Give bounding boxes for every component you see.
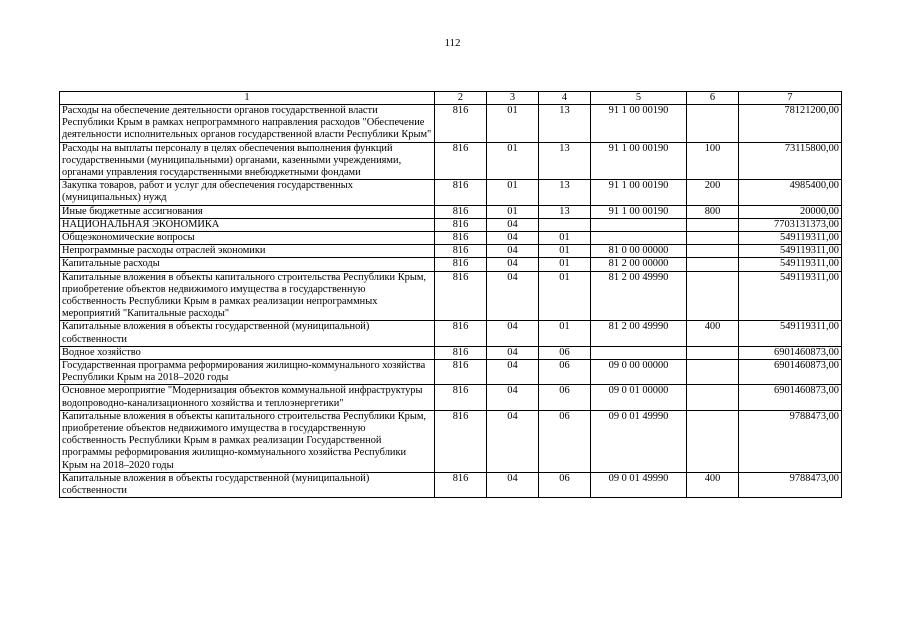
row-section-code: 04 xyxy=(487,360,539,385)
row-target-article-code: 81 0 00 00000 xyxy=(591,245,687,258)
row-target-article-code: 91 1 00 00190 xyxy=(591,180,687,205)
row-expense-type-code: 400 xyxy=(687,321,739,346)
row-department-code: 816 xyxy=(435,258,487,271)
row-expense-type-code: 100 xyxy=(687,142,739,180)
row-section-code: 01 xyxy=(487,105,539,143)
row-name: Непрограммные расходы отраслей экономики xyxy=(60,245,435,258)
row-amount: 20000,00 xyxy=(739,205,842,218)
row-amount: 73115800,00 xyxy=(739,142,842,180)
row-amount: 6901460873,00 xyxy=(739,346,842,359)
row-target-article-code: 09 0 01 00000 xyxy=(591,385,687,410)
row-subsection-code: 06 xyxy=(539,410,591,472)
row-name: Капитальные вложения в объекты государственной (муниципальной) собственности xyxy=(60,321,435,346)
row-section-code: 04 xyxy=(487,346,539,359)
row-subsection-code: 01 xyxy=(539,271,591,321)
row-expense-type-code xyxy=(687,385,739,410)
row-name: Капитальные вложения в объекты капитального строительства Республики Крым, приобретение объектов недвижимого имущества в государственную собственность Республики Крым в рамках реализации Государственной программы реформирования жилищно-коммунального хозяйства Республики Крым на 2018–2020 годы xyxy=(60,410,435,472)
row-name: Капитальные вложения в объекты капитального строительства Республики Крым, приобретение объектов недвижимого имущества в государственную собственность Республики Крым в рамках реализации непрограммных мероприятий "Капитальные расходы" xyxy=(60,271,435,321)
row-amount: 549119311,00 xyxy=(739,321,842,346)
row-target-article-code: 91 1 00 00190 xyxy=(591,205,687,218)
row-amount: 9788473,00 xyxy=(739,410,842,472)
row-name: Государственная программа реформирования жилищно-коммунального хозяйства Республики Крым на 2018–2020 годы xyxy=(60,360,435,385)
row-name: Водное хозяйство xyxy=(60,346,435,359)
row-section-code: 04 xyxy=(487,232,539,245)
row-expense-type-code xyxy=(687,258,739,271)
row-target-article-code: 91 1 00 00190 xyxy=(591,105,687,143)
row-department-code: 816 xyxy=(435,271,487,321)
row-subsection-code: 06 xyxy=(539,472,591,497)
column-header: 2 xyxy=(435,92,487,105)
table-header-row xyxy=(60,92,842,105)
row-target-article-code xyxy=(591,232,687,245)
row-expense-type-code xyxy=(687,410,739,472)
column-header: 6 xyxy=(687,92,739,105)
row-expense-type-code xyxy=(687,360,739,385)
row-amount: 6901460873,00 xyxy=(739,385,842,410)
table-row xyxy=(60,346,842,359)
table-row xyxy=(60,105,842,143)
row-department-code: 816 xyxy=(435,105,487,143)
row-department-code: 816 xyxy=(435,385,487,410)
row-department-code: 816 xyxy=(435,321,487,346)
row-amount: 6901460873,00 xyxy=(739,360,842,385)
row-amount: 4985400,00 xyxy=(739,180,842,205)
table-row xyxy=(60,245,842,258)
row-name: Общеэкономические вопросы xyxy=(60,232,435,245)
column-header: 4 xyxy=(539,92,591,105)
row-section-code: 04 xyxy=(487,321,539,346)
row-target-article-code: 09 0 01 49990 xyxy=(591,410,687,472)
row-department-code: 816 xyxy=(435,232,487,245)
row-department-code: 816 xyxy=(435,472,487,497)
row-expense-type-code: 200 xyxy=(687,180,739,205)
row-subsection-code: 01 xyxy=(539,321,591,346)
row-name: Иные бюджетные ассигнования xyxy=(60,205,435,218)
row-expense-type-code: 400 xyxy=(687,472,739,497)
row-name: Капитальные вложения в объекты государственной (муниципальной) собственности xyxy=(60,472,435,497)
row-amount: 7703131373,00 xyxy=(739,218,842,231)
row-name: Капитальные расходы xyxy=(60,258,435,271)
row-amount: 549119311,00 xyxy=(739,245,842,258)
row-name: Основное мероприятие "Модернизация объектов коммунальной инфраструктуры водопроводно-канализационного хозяйства и теплоэнергетики" xyxy=(60,385,435,410)
table-row xyxy=(60,258,842,271)
row-section-code: 04 xyxy=(487,271,539,321)
table-row xyxy=(60,232,842,245)
column-header: 3 xyxy=(487,92,539,105)
row-subsection-code: 01 xyxy=(539,245,591,258)
row-subsection-code: 06 xyxy=(539,346,591,359)
row-department-code: 816 xyxy=(435,180,487,205)
row-target-article-code xyxy=(591,218,687,231)
budget-table xyxy=(59,91,842,498)
table-row xyxy=(60,180,842,205)
row-section-code: 04 xyxy=(487,385,539,410)
row-expense-type-code xyxy=(687,232,739,245)
row-department-code: 816 xyxy=(435,218,487,231)
column-header: 7 xyxy=(739,92,842,105)
row-expense-type-code xyxy=(687,245,739,258)
row-subsection-code: 06 xyxy=(539,360,591,385)
row-expense-type-code xyxy=(687,218,739,231)
table-row xyxy=(60,360,842,385)
row-section-code: 04 xyxy=(487,258,539,271)
row-section-code: 01 xyxy=(487,142,539,180)
row-section-code: 04 xyxy=(487,472,539,497)
table-row xyxy=(60,142,842,180)
row-department-code: 816 xyxy=(435,245,487,258)
row-target-article-code: 81 2 00 49990 xyxy=(591,271,687,321)
row-amount: 549119311,00 xyxy=(739,232,842,245)
row-section-code: 01 xyxy=(487,180,539,205)
table-row xyxy=(60,321,842,346)
row-name: Расходы на выплаты персоналу в целях обеспечения выполнения функций государственными (муниципальными) органами, казенными учреждениями, органами управления государственными внебюджетными фондами xyxy=(60,142,435,180)
row-expense-type-code xyxy=(687,346,739,359)
table-row xyxy=(60,472,842,497)
row-amount: 9788473,00 xyxy=(739,472,842,497)
row-target-article-code: 09 0 00 00000 xyxy=(591,360,687,385)
row-amount: 549119311,00 xyxy=(739,258,842,271)
row-amount: 78121200,00 xyxy=(739,105,842,143)
column-header: 1 xyxy=(60,92,435,105)
row-expense-type-code xyxy=(687,271,739,321)
row-subsection-code xyxy=(539,218,591,231)
row-expense-type-code: 800 xyxy=(687,205,739,218)
row-target-article-code: 09 0 01 49990 xyxy=(591,472,687,497)
row-department-code: 816 xyxy=(435,142,487,180)
row-subsection-code: 13 xyxy=(539,180,591,205)
table-row xyxy=(60,218,842,231)
row-name: НАЦИОНАЛЬНАЯ ЭКОНОМИКА xyxy=(60,218,435,231)
row-expense-type-code xyxy=(687,105,739,143)
row-department-code: 816 xyxy=(435,410,487,472)
row-section-code: 04 xyxy=(487,410,539,472)
row-section-code: 01 xyxy=(487,205,539,218)
row-target-article-code xyxy=(591,346,687,359)
table-row xyxy=(60,205,842,218)
column-header: 5 xyxy=(591,92,687,105)
row-subsection-code: 01 xyxy=(539,258,591,271)
row-subsection-code: 13 xyxy=(539,205,591,218)
row-subsection-code: 01 xyxy=(539,232,591,245)
page-number: 112 xyxy=(444,37,461,49)
row-subsection-code: 06 xyxy=(539,385,591,410)
row-section-code: 04 xyxy=(487,218,539,231)
row-subsection-code: 13 xyxy=(539,105,591,143)
row-target-article-code: 81 2 00 49990 xyxy=(591,321,687,346)
row-subsection-code: 13 xyxy=(539,142,591,180)
row-target-article-code: 91 1 00 00190 xyxy=(591,142,687,180)
row-department-code: 816 xyxy=(435,205,487,218)
row-section-code: 04 xyxy=(487,245,539,258)
row-department-code: 816 xyxy=(435,346,487,359)
row-name: Закупка товаров, работ и услуг для обеспечения государственных (муниципальных) нужд xyxy=(60,180,435,205)
row-amount: 549119311,00 xyxy=(739,271,842,321)
table-row xyxy=(60,271,842,321)
table-row xyxy=(60,410,842,472)
row-target-article-code: 81 2 00 00000 xyxy=(591,258,687,271)
table-row xyxy=(60,385,842,410)
row-name: Расходы на обеспечение деятельности органов государственной власти Республики Крым в рамках непрограммного направления расходов "Обеспечение деятельности исполнительных органов государственной власти Республики Крым" xyxy=(60,105,435,143)
row-department-code: 816 xyxy=(435,360,487,385)
